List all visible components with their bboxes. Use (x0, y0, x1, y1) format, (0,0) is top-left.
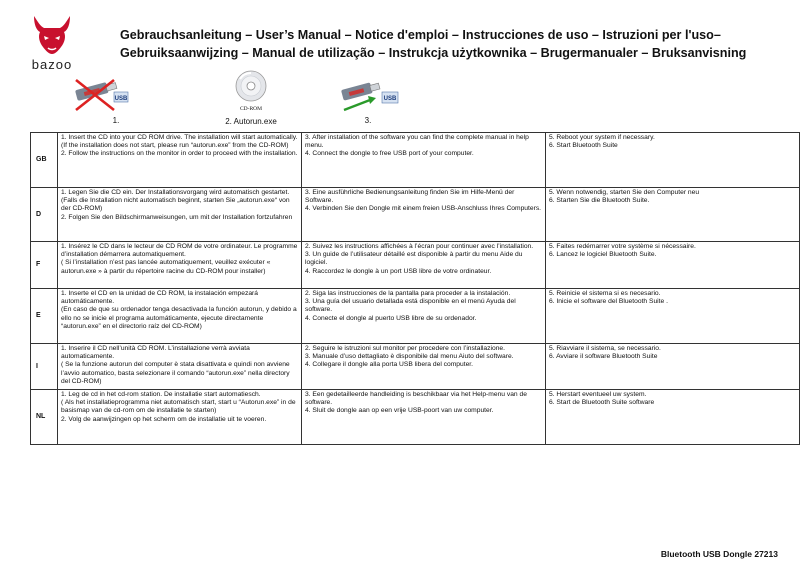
step-1-caption: 1. (112, 116, 120, 125)
step-cell-3: 5. Faites redémarrer votre système si nécessaire. 6. Lancez le logiciel Bluetooth Suite. (546, 242, 800, 289)
language-code: GB (31, 133, 58, 188)
bazoo-logo (22, 12, 82, 78)
language-code: NL (31, 390, 58, 445)
language-code: F (31, 242, 58, 289)
table-row (31, 188, 800, 242)
step-cell-3: 5. Riavviare il sistema, se necessario. 6. Avviare il software Bluetooth Suite (546, 344, 800, 390)
title-line-2: Gebruiksaanwijzing – Manual de utilização – Instrukcja użytkownika – Brugermanualer – Bruksanvisning (120, 46, 747, 60)
language-code: D (31, 188, 58, 242)
step-3-caption: 3. (364, 116, 372, 125)
step-cell-1: 1. Legen Sie die CD ein. Der Installationsvorgang wird automatisch gestartet. (Falls die Installation nicht automatisch beginnt, starten Sie „autorun.exe“ von der CD-ROM) 2. Folgen Sie den Bildschirmanweisungen, um mit der Installation fortzufahren (58, 188, 302, 242)
step-cell-3: 5. Wenn notwendig, starten Sie den Computer neu 6. Starten Sie die Bluetooth Suite. (546, 188, 800, 242)
instructions-table (30, 132, 800, 445)
step-cell-3: 5. Herstart eventueel uw system. 6. Start de Bluetooth Suite software (546, 390, 800, 445)
table-row (31, 344, 800, 390)
title-line-1: Gebrauchsanleitung – User’s Manual – Notice d'emploi – Instrucciones de uso – Istruzioni per l'uso– (120, 28, 721, 42)
step-cell-1: 1. Inserte el CD en la unidad de CD ROM, la instalación empezará automáticamente. (En caso de que su ordenador tenga desactivada la función autorun, y debido a ello no se inicie el programa automáticamente, ejecute directamente “autorun.exe” en el directorio raíz del CD-ROM) (58, 289, 302, 344)
cd-rom-label: CD-ROM (239, 106, 262, 112)
usb-label: USB (114, 96, 128, 102)
step-cell-3: 5. Reinicie el sistema si es necesario. 6. Inicie el software del Bluetooth Suite . (546, 289, 800, 344)
language-code: I (31, 344, 58, 390)
usb-crossed-icon (70, 78, 132, 112)
step-cell-2: 2. Seguire le istruzioni sul monitor per procedere con l’installazione. 3. Manuale d’uso dettagliato è disponibile dal menu Aiuto del software. 4. Collegare il dongle alla porta USB libera del computer. (302, 344, 546, 390)
step-cell-2: 2. Suivez les instructions affichées à l’écran pour continuer avec l’installation. 3. Un guide de l’utilisateur détaillé est disponible à partir du menu Aide du logiciel. 4. Raccordez le dongle à un port USB libre de votre ordinateur. (302, 242, 546, 289)
usb-insert-icon (338, 80, 404, 112)
bull-head-icon (30, 12, 74, 56)
step-cell-1: 1. Insert the CD into your CD ROM drive. The installation will start automatically. (If the installation does not start, please run “autorun.exe” from the CD-ROM) 2. Follow the instructions on the monitor in order to proceed with the installation. (58, 133, 302, 188)
language-code: E (31, 289, 58, 344)
table-row (31, 390, 800, 445)
step-cell-2: 3. Eine ausführliche Bedienungsanleitung finden Sie im Hilfe-Menü der Software. 4. Verbinden Sie den Dongle mit einem freien USB-Anschluss Ihres Computers. (302, 188, 546, 242)
step-cell-2: 2. Siga las instrucciones de la pantalla para proceder a la instalación. 3. Una guía del usuario detallada está disponible en el menú Ayuda del software. 4. Conecte el dongle al puerto USB libre de su ordenador. (302, 289, 546, 344)
step-1 (70, 78, 132, 125)
table-row (31, 289, 800, 344)
table-row (31, 133, 800, 188)
page-title (120, 26, 798, 62)
step-cell-3: 5. Reboot your system if necessary. 6. Start Bluetooth Suite (546, 133, 800, 188)
instructions-table-body (31, 133, 800, 445)
step-cell-1: 1. Insérez le CD dans le lecteur de CD ROM de votre ordinateur. Le programme d’installation démarrera automatiquement. ( Si l’installation n’est pas lancée automatiquement, veuillez exécuter « autorun.exe » à partir du répertoire racine du CD-ROM pour installer) (58, 242, 302, 289)
cd-rom-icon (231, 70, 271, 104)
table-row (31, 242, 800, 289)
step-cell-1: 1. Inserire il CD nell’unità CD ROM. L’installazione verrà avviata automaticamente. ( Se la funzione autorun del computer è stata disattivata e quindi non avviene l’avvio automatico, basta selezionare il comando “autorun.exe” nella directory del CD-ROM) (58, 344, 302, 390)
step-cell-1: 1. Leg de cd in het cd-rom station. De installatie start automatiesch. ( Als het installatieprogramma niet automatisch start, start u “Autorun.exe” in de basismap van de cd-rom om de installatie te starten) 2. Volg de aanwijzingen op het scherm om de installatie uit te voeren. (58, 390, 302, 445)
product-name: Bluetooth USB Dongle 27213 (660, 549, 778, 559)
step-cell-2: 3. Een gedetailleerde handleiding is beschikbaar via het Help-menu van de software. 4. Sluit de dongle aan op een vrije USB-poort van uw computer. (302, 390, 546, 445)
step-2-caption: 2. Autorun.exe (225, 117, 277, 126)
brand-name: bazoo (31, 57, 73, 72)
step-2 (218, 70, 284, 126)
usb-label: USB (383, 96, 397, 102)
step-cell-2: 3. After installation of the software you can find the complete manual in help menu. 4. Connect the dongle to free USB port of your computer. (302, 133, 546, 188)
step-3 (338, 80, 404, 125)
